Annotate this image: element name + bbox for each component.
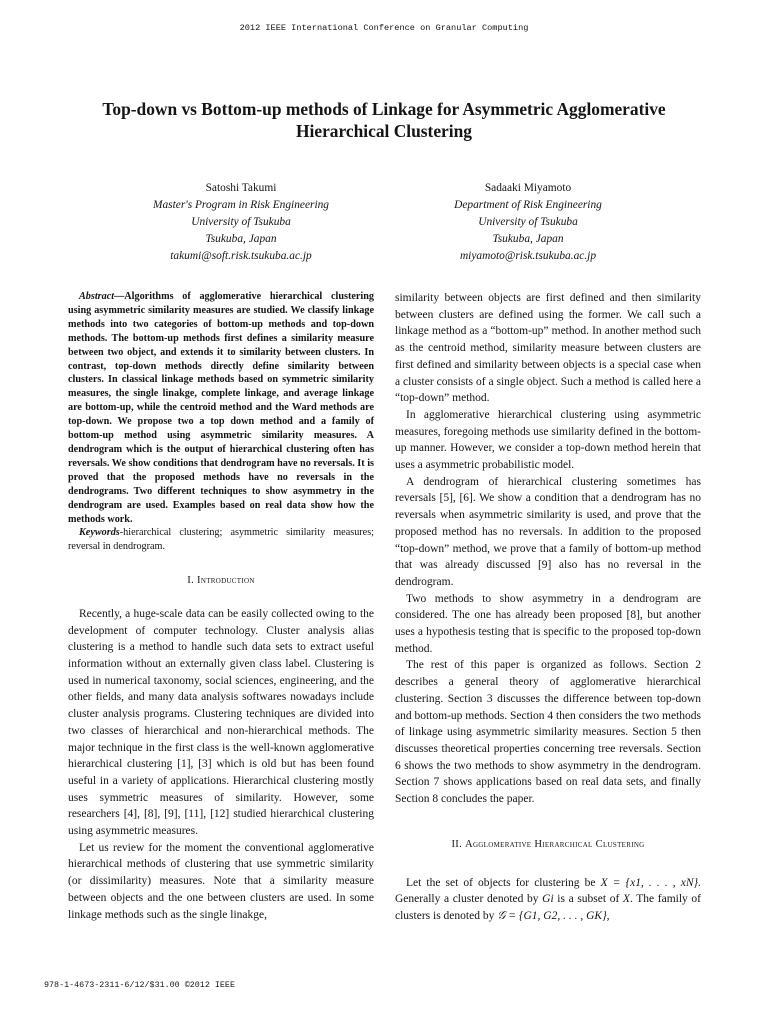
math-gi: Gi (542, 893, 554, 906)
text-run: Let the set of objects for clustering be (406, 876, 601, 889)
author-city: Tsukuba, Japan (205, 233, 277, 245)
paper-title: Top-down vs Bottom-up methods of Linkage for Asymmetric Agglomerative Hierarchical Clustering (102, 99, 666, 141)
text-run: Generally a cluster denoted by (395, 893, 543, 906)
author-city: Tsukuba, Japan (492, 233, 564, 245)
paragraph: In agglomerative hierarchical clustering using asymmetric measures, foregoing methods use similarity defined in the bottom-up manner. However, we consider a top-down method herein that uses a asymmetric probabilistic model. (395, 408, 701, 472)
author-email: takumi@soft.risk.tsukuba.ac.jp (170, 250, 312, 262)
abstract-label: Abstract (79, 291, 115, 302)
section-title: Agglomerative Hierarchical Clustering (465, 838, 645, 850)
conference-header: 2012 IEEE International Conference on Granular Computing (239, 23, 529, 33)
section-number: II. (451, 838, 463, 850)
author-email: miyamoto@risk.tsukuba.ac.jp (459, 250, 597, 262)
text-run: . The family of clusters is denoted by (395, 893, 701, 922)
math-x: X (622, 893, 630, 906)
keywords-label: Keywords (79, 527, 120, 539)
right-column (395, 290, 701, 925)
section-heading-introduction (68, 573, 374, 590)
author-name: Satoshi Takumi (205, 182, 277, 194)
author-dept: Department of Risk Engineering (454, 199, 602, 211)
author-dept: Master's Program in Risk Engineering (152, 199, 330, 211)
author-block-1 (96, 180, 386, 265)
author-univ: University of Tsukuba (191, 216, 291, 228)
abstract-text: —Algorithms of agglomerative hierarchical clustering using asymmetric similarity measures are studied. We classify linkage methods into two categories of bottom-up methods and top-down methods. The bottom-up methods first defines a similarity measure between two object, and extends it to similarity between clusters. In contrast, top-down methods directly define similarity between clusters. In classical linkage methods based on symmetric similarity measures, the single linakge, complete linkage, and average linkage are bottom-up, while the centroid method and the Ward methods are top-down. We propose two a top down method and a family of bottom-up method using asymmetric similarity measures. A dendrogram which is the output of hierarchical clustering often has reversals. We show conditions that dendrogram have no reversals. It is proved that the proposed methods have no reversals in the dendrograms. Two different techniques to show asymmetry in the dendrogram are used. Examples based on real data show how the methods work. (68, 291, 375, 525)
paragraph: Let us review for the moment the conventional agglomerative hierarchical methods of clustering that use symmetric similarity (or dissimilarity) measures. Note that a similarity measure between objects and the one between clusters are used. In some linkage methods such as the single linakge, (68, 841, 374, 921)
paragraph (395, 875, 701, 925)
section-number: I. (187, 575, 195, 587)
left-column (68, 290, 374, 923)
footer-copyright: 978-1-4673-2311-6/12/$31.00 ©2012 IEEE (44, 980, 235, 990)
text-run: is a subset of (553, 893, 623, 906)
section-title: Introduction (197, 575, 255, 587)
section-heading-agglomerative (395, 837, 701, 854)
math-set-x: X = {x1, . . . , xN}. (600, 876, 701, 889)
author-name: Sadaaki Miyamoto (484, 182, 572, 194)
abstract (68, 290, 374, 526)
keywords-text: -hierarchical clustering; asymmetric similarity measures; reversal in dendrogram. (68, 527, 374, 553)
paragraph: similarity between objects are first defined and then similarity between clusters are defined using the former. We call such a linkage method as a “bottom-up” method. In another method such as the centroid method, similarity measure between clusters are first defined and similarity between objects is a special case when a cluster consists of a single object. Such a method is called here a “top-down” method. (395, 292, 701, 405)
math-family: 𝒢 = {G1, G2, . . . , GK}, (497, 909, 610, 922)
paragraph: A dendrogram of hierarchical clustering sometimes has reversals [5], [6]. We show a condition that a dendrogram has no reversals when asymmetric similarity is used, and prove that the proposed method has no reversals. In addition to the proposed “top-down” method, we prove that a family of bottom-up method that was already discussed [9] also has no reversal in the dendrogram. (395, 475, 701, 588)
author-univ: University of Tsukuba (478, 216, 578, 228)
keywords (68, 526, 374, 554)
paragraph: The rest of this paper is organized as follows. Section 2 describes a general theory of agglomerative hierarchical clustering. Section 3 discusses the difference between top-down and bottom-up methods. Section 4 then considers the two methods of linkage using asymmetric similarity measures. Section 5 then discusses theoretical properties concerning tree reversals. Section 6 shows the two methods to show asymmetry in the dendrogram. Section 7 shows applications based on real data sets, and finally Section 8 concludes the paper. (395, 659, 701, 806)
author-block-2 (383, 180, 673, 265)
paragraph: Recently, a huge-scale data can be easily collected owing to the development of computer technology. Cluster analysis alias clustering is a method to handle such data sets to extract useful information without an externally given class label. Clustering is used in numerical taxonomy, social sciences, engineering, and the other fields, and many data analysis softwares nowadays include cluster analysis programs. Clustering techniques are divided into two classes of hierarchical and non-hierarchical methods. The major technique in the first class is the well-known agglomerative hierarchical clustering [1], [3] which is old but has been found useful in a variety of applications. Hierarchical clustering mostly uses symmetric measures of similarity. However, some researchers [4], [8], [9], [11], [12] studied hierarchical clustering using asymmetric measures. (68, 607, 374, 838)
paragraph: Two methods to show asymmetry in a dendrogram are considered. The one has already been proposed [8], but another uses a hypothesis testing that is specific to the proposed top-down method. (395, 592, 701, 655)
